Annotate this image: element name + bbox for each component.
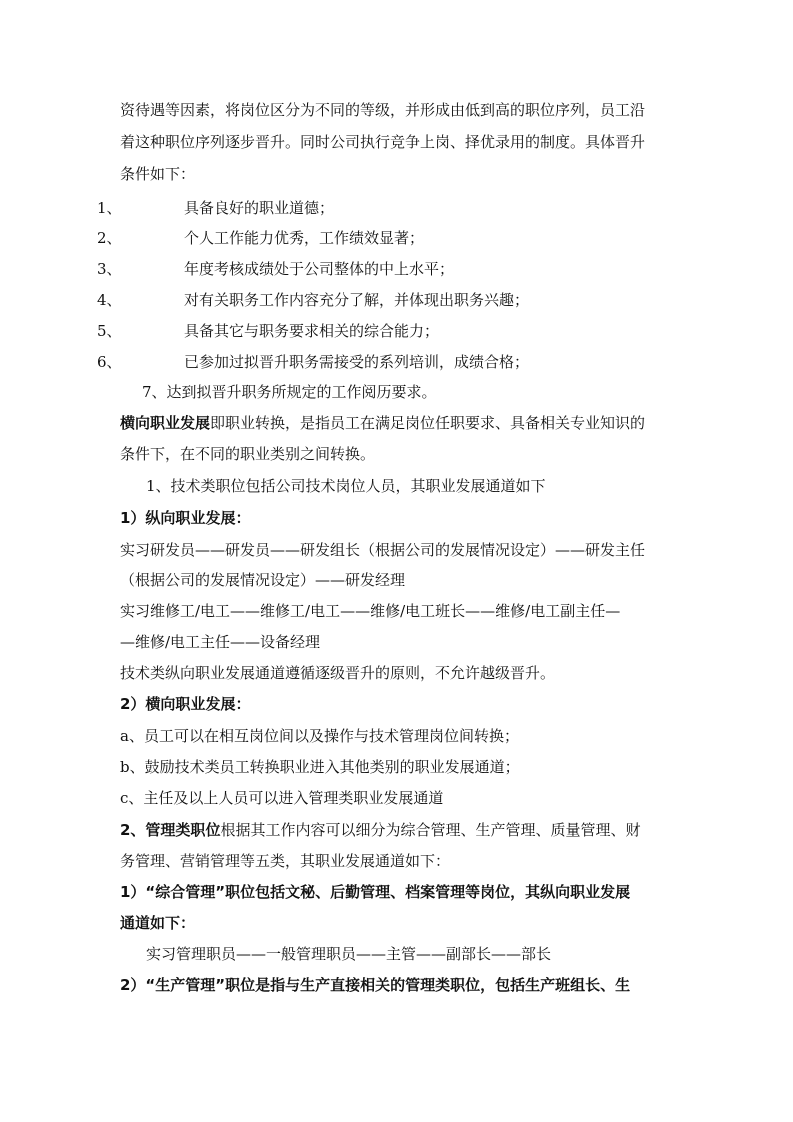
mgmt-intro-line-2: 务管理、营销管理等五类，其职业发展通道如下： [120,852,451,870]
mgmt-general-heading-line-2: 通道如下： [120,914,196,932]
mgmt-intro-line-1 [120,820,680,840]
condition-number: 5、 [97,322,122,340]
horizontal-dev-line-1 [120,413,680,433]
condition-number: 6、 [97,353,122,371]
condition-number: 4、 [97,291,122,309]
intro-line-2: 着这种职位序列逐步晋升。同时公司执行竞争上岗、择优录用的制度。具体晋升 [120,133,646,151]
condition-text: 具备其它与职务要求相关的综合能力； [184,322,440,340]
tech-path-rd-line-2: （根据公司的发展情况设定）——研发经理 [120,571,406,589]
condition-number: 3、 [97,260,122,278]
mgmt-term: 2、管理类职位 [120,821,221,839]
mgmt-general-heading-line-1: 1）“综合管理”职位包括文秘、后勤管理、档案管理等岗位，其纵向职业发展 [120,883,631,901]
tech-path-maintenance-line-1: 实习维修工/电工——维修工/电工——维修/电工班长——维修/电工副主任— [120,602,621,620]
tech-horizontal-heading: 2）横向职业发展： [120,695,251,713]
tech-intro: 1、技术类职位包括公司技术岗位人员，其职业发展通道如下 [146,477,546,495]
horizontal-dev-term: 横向职业发展 [120,414,211,432]
condition-text: 具备良好的职业道德； [184,199,335,217]
condition-text: 个人工作能力优秀，工作绩效显著； [184,229,425,247]
condition-7: 7、达到拟晋升职务所规定的工作阅历要求。 [142,383,437,401]
condition-text: 年度考核成绩处于公司整体的中上水平； [184,260,455,278]
condition-number: 1、 [97,199,122,217]
tech-promotion-rule: 技术类纵向职业发展通道遵循逐级晋升的原则，不允许越级晋升。 [120,664,556,682]
tech-horizontal-item: a、员工可以在相互岗位间以及操作与技术管理岗位间转换； [120,727,519,745]
mgmt-general-path: 实习管理职员——一般管理职员——主管——副部长——部长 [146,945,552,963]
horizontal-dev-desc: 即职业转换，是指员工在满足岗位任职要求、具备相关专业知识的 [210,414,646,432]
mgmt-production-heading: 2）“生产管理”职位是指与生产直接相关的管理类职位，包括生产班组长、生 [120,976,631,994]
tech-path-rd-line-1: 实习研发员——研发员——研发组长（根据公司的发展情况设定）——研发主任 [120,541,646,559]
condition-number: 2、 [97,229,122,247]
horizontal-dev-line-2: 条件下，在不同的职业类别之间转换。 [120,445,376,463]
tech-path-maintenance-line-2: —维修/电工主任——设备经理 [120,633,321,651]
condition-text: 对有关职务工作内容充分了解，并体现出职务兴趣； [184,291,530,309]
tech-horizontal-item: c、主任及以上人员可以进入管理类职业发展通道 [120,789,444,807]
tech-vertical-heading: 1）纵向职业发展： [120,509,251,527]
tech-horizontal-item: b、鼓励技术类员工转换职业进入其他类别的职业发展通道； [120,758,520,776]
condition-text: 已参加过拟晋升职务需接受的系列培训，成绩合格； [184,353,530,371]
intro-line-3: 条件如下： [120,165,196,183]
intro-line-1: 资待遇等因素，将岗位区分为不同的等级，并形成由低到高的职位序列，员工沿 [120,101,646,119]
mgmt-desc: 根据其工作内容可以细分为综合管理、生产管理、质量管理、财 [220,821,641,839]
